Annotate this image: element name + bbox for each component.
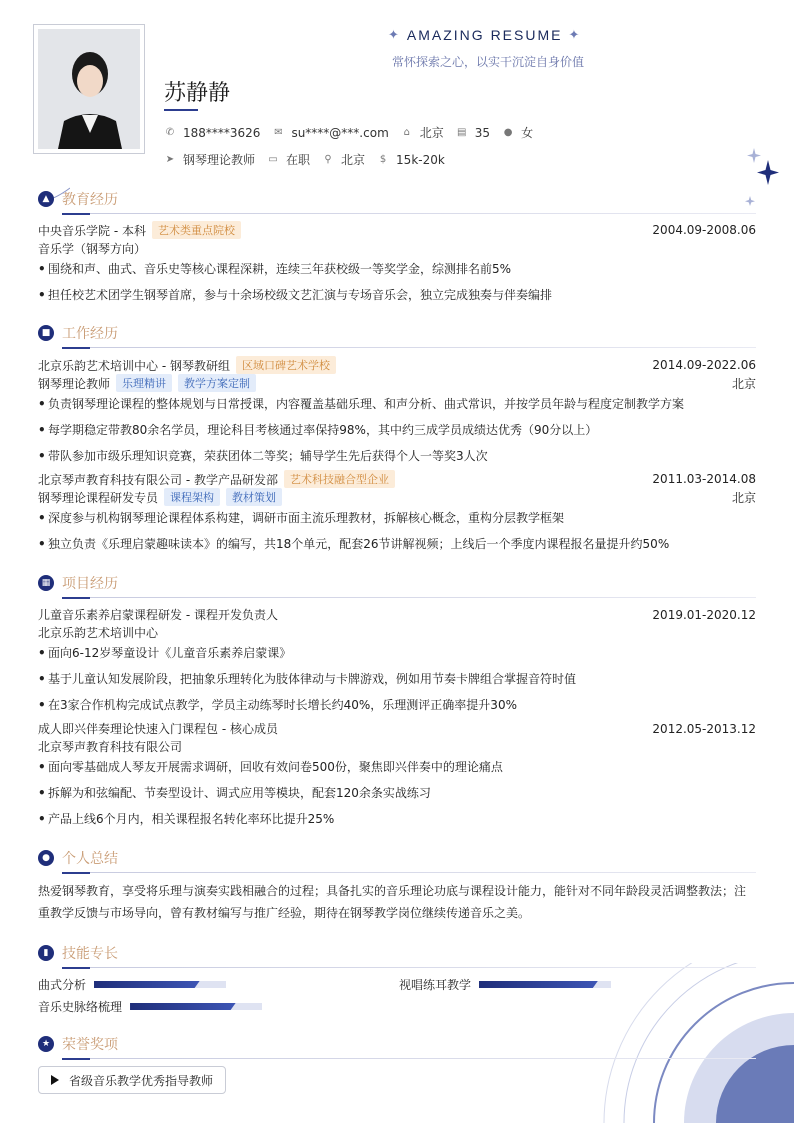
list-item: • 深度参与机构钢琴理论课程体系构建，调研市面主流乐理教材，拆解核心概念，重构分层教学框架 xyxy=(38,509,756,526)
section-rule xyxy=(62,1058,756,1059)
project-date: 2019.01-2020.12 xyxy=(652,607,756,622)
target-city-item xyxy=(322,151,365,168)
section-rule-accent xyxy=(62,1058,90,1060)
salary-item xyxy=(377,153,445,167)
project-org-row xyxy=(38,624,756,641)
section-title: 技能专长 xyxy=(62,946,118,962)
section-title: 个人总结 xyxy=(62,851,118,867)
location-pin-icon: ⚲ xyxy=(324,154,332,165)
summary-line: 重教学反馈与市场导向，曾有教材编写与推广经验，期待在钢琴教学岗位继续传递音乐之美。 xyxy=(38,906,531,920)
gender-item xyxy=(502,124,533,141)
list-item: • 独立负责《乐理启蒙趣味读本》的编写，共18个单元，配套26节讲解视频；上线后一个季度内课程报名量提升约50% xyxy=(38,535,756,552)
grid-icon: ▦ xyxy=(38,575,54,591)
company-tag: 艺术科技融合型企业 xyxy=(284,470,395,488)
role-title: 钢琴理论教师 xyxy=(38,376,111,391)
company-name: 北京琴声教育科技有限公司 - 教学产品研发部 xyxy=(38,472,278,487)
skill-bar xyxy=(479,981,611,988)
education-row xyxy=(38,221,756,239)
work-date: 2011.03-2014.08 xyxy=(652,472,756,486)
bar-chart-icon: ▮ xyxy=(38,945,54,961)
role-title: 钢琴理论课程研发专员 xyxy=(38,490,159,505)
section-rule-accent xyxy=(62,597,90,599)
project-title: 成人即兴伴奏理论快速入门课程包 - 核心成员 xyxy=(38,722,278,736)
work-location: 北京 xyxy=(731,376,756,391)
triangle-icon xyxy=(51,1075,59,1085)
work-company-row xyxy=(38,470,756,488)
section-rule-accent xyxy=(62,872,90,874)
city-item xyxy=(401,124,444,141)
list-item: • 面向零基础成人琴友开展需求调研，回收有效问卷500份，聚焦即兴伴奏中的理论痛点 xyxy=(38,758,756,775)
city-value: 北京 xyxy=(419,126,444,140)
skill-item xyxy=(399,976,611,993)
section-rule-accent xyxy=(62,347,90,349)
education-date: 2004.09-2008.06 xyxy=(652,223,756,237)
section-project-header xyxy=(38,572,756,594)
summary-line: 热爱钢琴教育，享受将乐理与演奏实践相融合的过程；具备扎实的音乐理论功底与课程设计能力，能针对不同年龄段灵活调整教法；注 xyxy=(38,884,747,898)
major-row xyxy=(38,240,756,257)
name-underline xyxy=(164,109,198,111)
skill-item xyxy=(38,998,262,1015)
star-icon: ✦ xyxy=(568,27,582,42)
project-title-row xyxy=(38,606,756,623)
project-org: 北京乐韵艺术培训中心 xyxy=(38,626,159,640)
candidate-name: 苏静静 xyxy=(164,81,231,106)
project-date: 2012.05-2013.12 xyxy=(652,721,756,736)
age-item xyxy=(456,126,490,140)
section-summary-header xyxy=(38,847,756,869)
skill-name: 视唱练耳教学 xyxy=(399,978,472,992)
project-title: 儿童音乐素养启蒙课程研发 - 课程开发负责人 xyxy=(38,608,278,622)
briefcase-icon: ▭ xyxy=(268,154,278,165)
school-tag: 艺术类重点院校 xyxy=(152,221,241,239)
work-date: 2014.09-2022.06 xyxy=(652,358,756,372)
cake-icon: ▤ xyxy=(457,127,467,138)
work-location: 北京 xyxy=(731,490,756,505)
position-value: 钢琴理论教师 xyxy=(183,153,256,167)
award-icon: ★ xyxy=(38,1036,54,1052)
gender-value: 女 xyxy=(521,126,534,140)
company-name: 北京乐韵艺术培训中心 - 钢琴教研组 xyxy=(38,358,230,373)
section-rule xyxy=(62,347,756,348)
brand-title xyxy=(388,27,581,43)
project-org-row xyxy=(38,738,756,755)
work-role-row xyxy=(38,374,756,392)
skill-bar-fill xyxy=(94,981,200,988)
skill-bar xyxy=(130,1003,262,1010)
section-rule-accent xyxy=(62,967,90,969)
list-item: • 围绕和声、曲式、音乐史等核心课程深耕，连续三年获校级一等奖学金，综测排名前5% xyxy=(38,260,756,277)
list-item: • 拆解为和弦编配、节奏型设计、调式应用等模块，配套120余条实战练习 xyxy=(38,784,756,801)
status-value: 在职 xyxy=(286,153,311,167)
skill-name: 音乐史脉络梳理 xyxy=(38,1000,123,1014)
section-rule-accent xyxy=(62,213,90,215)
salary-value: 15k-20k xyxy=(396,152,445,167)
section-awards-header xyxy=(38,1033,756,1055)
money-icon: $ xyxy=(379,154,387,165)
list-item: • 担任校艺术团学生钢琴首席，参与十余场校级文艺汇演与专场音乐会，独立完成独奏与伴奏编排 xyxy=(38,286,756,303)
section-title: 工作经历 xyxy=(62,326,118,342)
age-value: 35 xyxy=(474,125,491,140)
position-item xyxy=(164,151,255,168)
tagline: 常怀探索之心，以实干沉淀自身价值 xyxy=(392,55,585,69)
work-role-row xyxy=(38,488,756,506)
skill-tag: 课程架构 xyxy=(164,488,220,506)
section-title: 教育经历 xyxy=(62,192,118,208)
contact-row xyxy=(164,124,545,141)
section-rule xyxy=(62,213,756,214)
skill-tag: 教材策划 xyxy=(226,488,282,506)
list-item: • 每学期稳定带教80余名学员，理论科目考核通过率保持98%，其中约三成学员成绩达优秀（90分以上） xyxy=(38,421,756,438)
skill-bar-fill xyxy=(130,1003,236,1010)
skill-bar xyxy=(94,981,226,988)
target-city-value: 北京 xyxy=(341,153,366,167)
email-value: su****@***.com xyxy=(291,125,389,140)
section-skills-header xyxy=(38,942,756,964)
summary-text xyxy=(38,880,756,924)
phone-icon: ✆ xyxy=(165,127,175,138)
section-education-header xyxy=(38,188,756,210)
skill-tag: 乐理精讲 xyxy=(116,374,172,392)
person-icon: ● xyxy=(38,850,54,866)
section-rule xyxy=(62,967,756,968)
award-chip xyxy=(38,1066,226,1094)
avatar-frame xyxy=(33,24,145,154)
job-intent-row xyxy=(164,151,457,168)
email-item xyxy=(272,126,388,140)
home-icon: ⌂ xyxy=(403,127,410,138)
work-company-row xyxy=(38,356,756,374)
send-icon: ➤ xyxy=(165,154,175,165)
mail-icon: ✉ xyxy=(274,127,283,138)
graduation-cap-icon: ▲ xyxy=(38,191,54,207)
star-icon: ✦ xyxy=(388,27,401,42)
project-org: 北京琴声教育科技有限公司 xyxy=(38,740,183,754)
section-rule xyxy=(62,597,756,598)
brand-text: AMAZING RESUME xyxy=(406,27,563,43)
list-item: • 带队参加市级乐理知识竞赛，荣获团体二等奖；辅导学生先后获得个人一等奖3人次 xyxy=(38,447,756,464)
section-rule xyxy=(62,872,756,873)
skill-name: 曲式分析 xyxy=(38,978,87,992)
company-tag: 区域口碑艺术学校 xyxy=(236,356,336,374)
section-title: 荣誉奖项 xyxy=(62,1037,118,1053)
skill-tag: 教学方案定制 xyxy=(178,374,256,392)
school-name: 中央音乐学院 - 本科 xyxy=(38,223,146,238)
avatar xyxy=(38,29,140,149)
list-item: • 在3家合作机构完成试点教学，学员主动练琴时长增长约40%，乐理测评正确率提升30% xyxy=(38,696,756,713)
phone-item xyxy=(164,126,260,140)
gender-icon: ● xyxy=(503,127,513,138)
list-item: • 负责钢琴理论课程的整体规划与日常授课，内容覆盖基础乐理、和声分析、曲式常识，并按学员年龄与程度定制教学方案 xyxy=(38,395,756,412)
section-title: 项目经历 xyxy=(62,576,118,592)
skill-item xyxy=(38,976,226,993)
project-title-row xyxy=(38,720,756,737)
section-work-header xyxy=(38,322,756,344)
award-name: 省级音乐教学优秀指导教师 xyxy=(69,1073,214,1088)
briefcase-icon: ■ xyxy=(38,325,54,341)
list-item: • 产品上线6个月内，相关课程报名转化率环比提升25% xyxy=(38,810,756,827)
status-item xyxy=(267,151,310,168)
list-item: • 面向6-12岁琴童设计《儿童音乐素养启蒙课》 xyxy=(38,644,756,661)
phone-value: 188****3626 xyxy=(183,125,261,140)
avatar-portrait xyxy=(38,29,140,149)
major: 音乐学（钢琴方向） xyxy=(38,242,147,256)
list-item: • 基于儿童认知发展阶段，把抽象乐理转化为肢体律动与卡牌游戏，例如用节奏卡牌组合掌握音符时值 xyxy=(38,670,756,687)
skill-bar-fill xyxy=(479,981,598,988)
